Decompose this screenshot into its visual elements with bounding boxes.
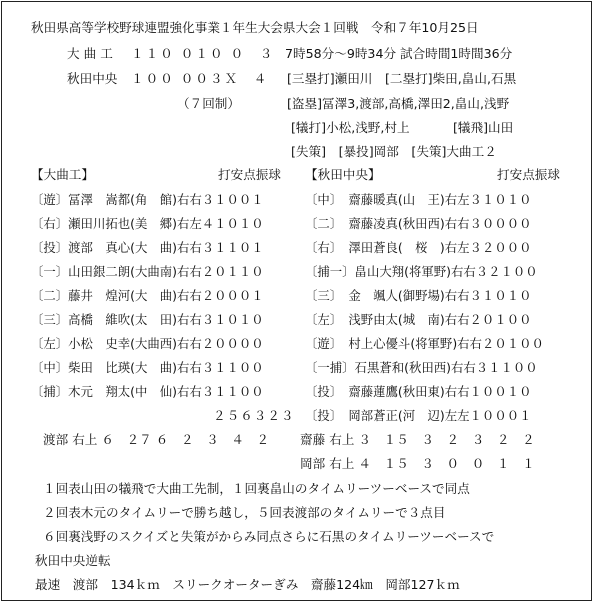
- left-batter-row: 〔捕〕木元 翔太(中 仙)右右３１１００: [31, 384, 264, 399]
- game-note: ２回表木元のタイムリーで勝ち越し，５回表渡部のタイムリーで３点目: [43, 505, 446, 520]
- errors-info: [失策] [暴投]岡部 [失策]大曲工２: [291, 144, 497, 159]
- right-batter-row: 〔遊〕 村上心優斗(将軍野)右右２０１００: [305, 336, 544, 351]
- left-batter-row: 〔三〕高橋 維吹(太 田)右右３１０１０: [31, 312, 264, 327]
- left-batter-row: 〔二〕藤井 煌河(大 曲)右右２０００１: [31, 288, 264, 303]
- right-pitcher-line-1: 齋藤 右上 ３ １５ ３ ２ ３ ２ ２: [300, 432, 535, 447]
- line-score-omagari: １１０ ０１０ ０ ３: [131, 46, 275, 61]
- left-team-totals: ２５６３２３: [213, 408, 295, 423]
- left-batter-row: 〔一〕山田銀二朗(大曲南)右右２０１１０: [31, 264, 264, 279]
- game-title: 秋田県高等学校野球連盟強化事業１年生大会県大会１回戦 令和７年10月25日: [31, 20, 479, 35]
- right-batter-row: 〔捕一〕畠山大翔(将軍野)右右３２１００: [305, 264, 538, 279]
- game-note: １回表山田の犠飛で大曲工先制，１回裏畠山のタイムリーツーベースで同点: [43, 481, 470, 496]
- stolen-bases-info: [盗塁]冨澤3,渡部,高橋,澤田2,畠山,浅野: [287, 96, 510, 111]
- right-batter-row: 〔三〕 金 颯人(御野場)右右３１０１０: [305, 288, 532, 303]
- team-name-akita-chuo: 秋田中央: [67, 71, 118, 86]
- right-batter-row: 〔右〕 澤田蒼良( 桜 )右左３２０００: [305, 240, 532, 255]
- seven-inning-note: （７回制）: [177, 96, 240, 111]
- right-pitcher-line-2: 岡部 右上 ４ １５ ３ ０ ０ １ １: [300, 456, 535, 471]
- left-batter-row: 〔中〕柴田 比瑛(大 曲)右右３１１００: [31, 360, 264, 375]
- right-team-label: 【秋田中央】: [305, 167, 381, 182]
- right-batter-row: 〔二〕 齋藤凌真(秋田西)右右３００００: [305, 216, 532, 231]
- right-batter-row: 〔一捕〕石黒蒼和(秋田西)右右３１１００: [305, 360, 538, 375]
- line-score-akita-chuo: １００ ００３Ｘ ４: [131, 71, 269, 86]
- team-name-omagari: 大 曲 工: [67, 46, 113, 61]
- sac-fly-info: [犠飛]山田: [453, 120, 514, 135]
- left-stats-header: 打安点振球: [218, 167, 281, 182]
- right-pitcher-row: 〔投〕 岡部蒼正(河 辺)左左１０００１: [305, 408, 532, 423]
- right-batter-row: 〔左〕 浅野由太(城 南)右右２０１００: [305, 312, 532, 327]
- game-note: 秋田中央逆転: [35, 553, 111, 568]
- left-team-label: 【大曲工】: [31, 167, 94, 182]
- triple-double-info: [三塁打]瀬田川 [二塁打]柴田,畠山,石黒: [287, 71, 517, 86]
- game-time-info: 7時58分～9時34分 試合時間1時間36分: [285, 46, 513, 61]
- right-batter-row: 〔中〕 齋藤暖真(山 王)右左３１０１０: [305, 192, 532, 207]
- left-batter-row: 〔遊〕冨澤 嵩都(角 館)右右３１００１: [31, 192, 264, 207]
- left-batter-row: 〔左〕小松 史幸(大曲西)右右２００００: [31, 336, 264, 351]
- sac-bunt-info: [犠打]小松,浅野,村上: [291, 120, 410, 135]
- pitch-speed-info: 最速 渡部 134ｋｍ スリークオーターぎみ 齋藤124㎞ 岡部127ｋｍ: [35, 577, 460, 592]
- right-batter-row: 〔投〕 齋藤蓮鷹(秋田東)右右１００１０: [305, 384, 532, 399]
- left-batter-row: 〔右〕瀬田川拓也(美 郷)右左４１０１０: [31, 216, 264, 231]
- left-pitcher-line: 渡部 右上 ６ ２７ ６ ２ ３ ４ ２: [43, 432, 270, 447]
- game-note: ６回裏浅野のスクイズと失策がからみ同点さらに石黒のタイムリーツーベースで: [43, 529, 495, 544]
- left-batter-row: 〔投〕渡部 真心(大 曲)右右３１１０１: [31, 240, 264, 255]
- right-stats-header: 打安点振球: [497, 167, 560, 182]
